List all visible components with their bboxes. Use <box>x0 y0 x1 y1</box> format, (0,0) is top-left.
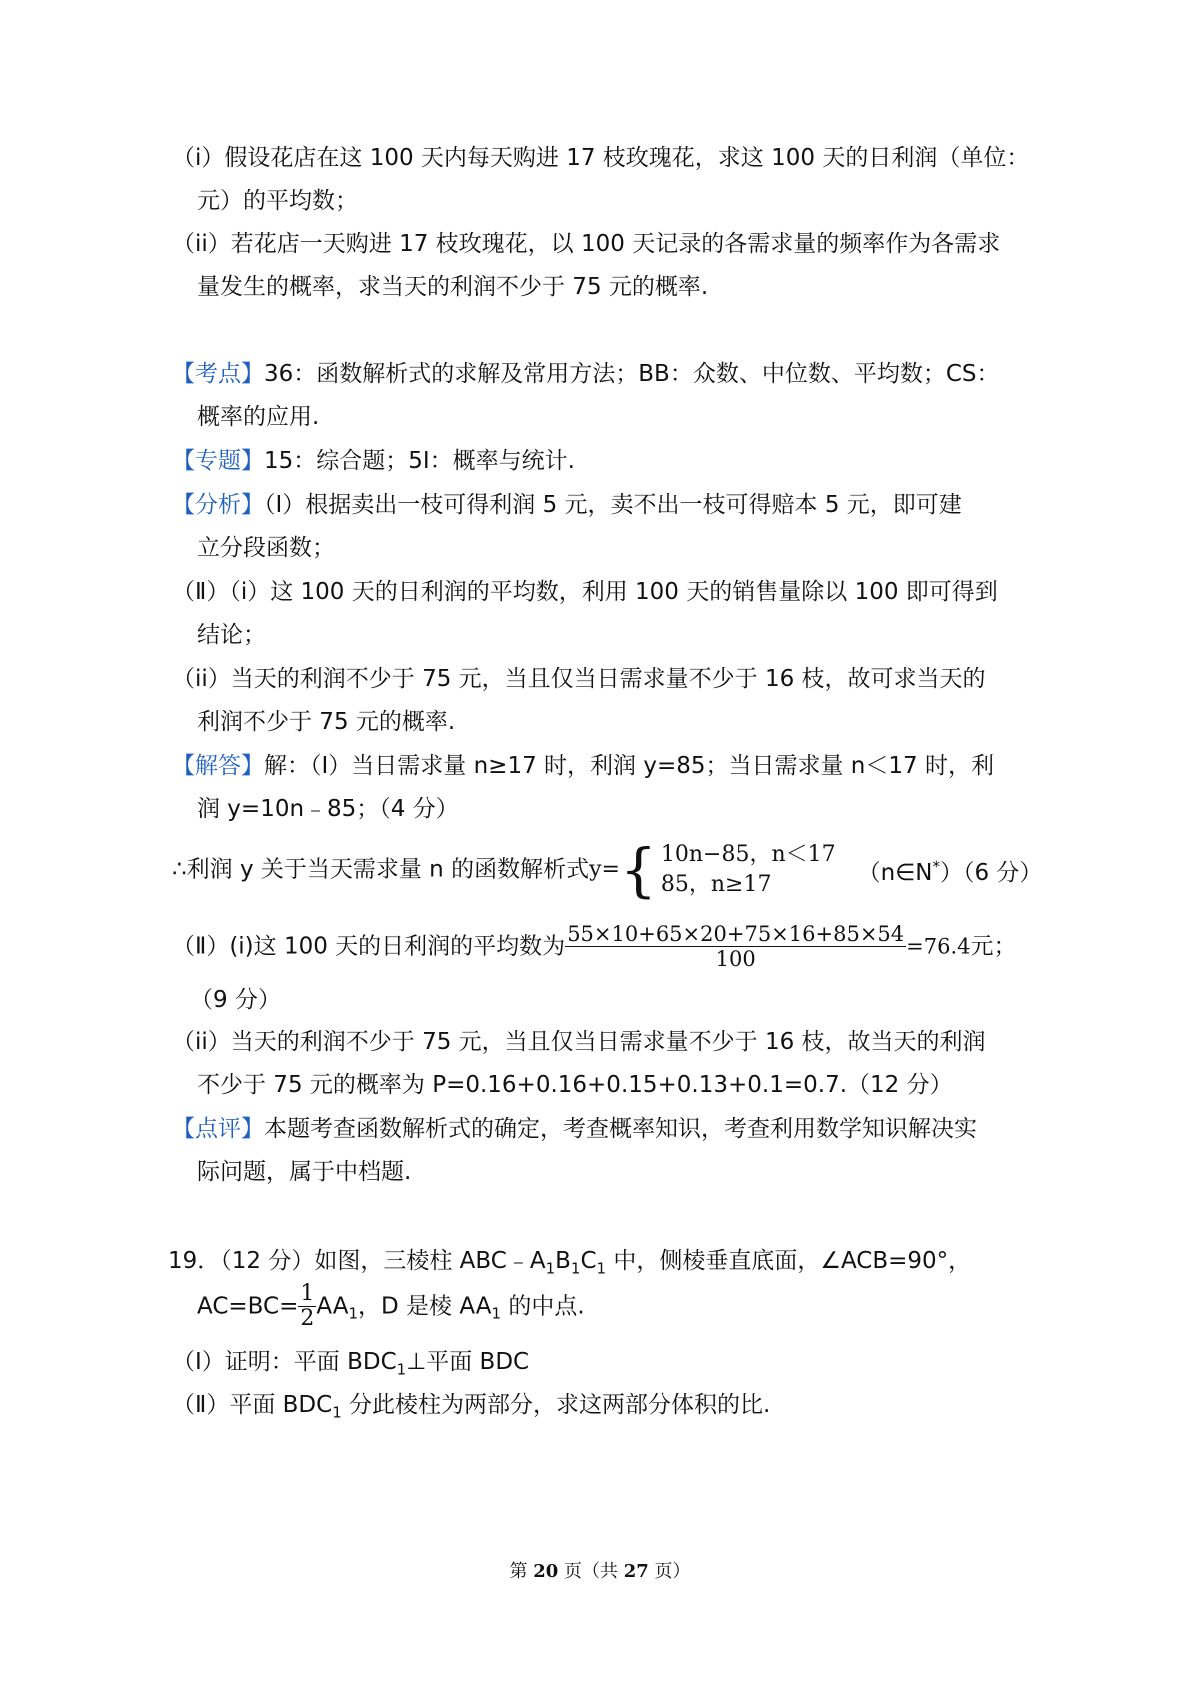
q19-line1 <box>168 1246 971 1284</box>
piecewise-suffix-b: ）（6 分） <box>939 859 1043 886</box>
q19-part1-b: ⊥平面 BDC <box>406 1349 530 1375</box>
zhuanti-line <box>172 446 575 476</box>
q19-part1-sub: 1 <box>396 1360 407 1379</box>
average-prefix: （Ⅱ）(i)这 100 天的日利润的平均数为 <box>172 933 566 960</box>
left-brace: { <box>619 835 657 904</box>
jieda-line2: 润 y=10n﹣85；（4 分） <box>197 796 459 822</box>
piecewise-suffix <box>857 857 1043 886</box>
footer-middle: 页（共 <box>558 1561 624 1582</box>
piecewise-expression <box>589 835 836 904</box>
q19-line2-c: ，D 是棱 AA <box>358 1293 492 1320</box>
q19-part2-b: 分此棱柱为两部分，求这两部分体积的比. <box>341 1392 771 1418</box>
kaodian-line2: 概率的应用. <box>197 404 320 430</box>
jieda-text: 解：（Ⅰ）当日需求量 n≥17 时，利润 y=85；当日需求量 n＜17 时，利 <box>264 753 994 779</box>
dianping-text: 本题考查函数解析式的确定，考查概率知识，考查利用数学知识解决实 <box>264 1116 977 1142</box>
kaodian-line1 <box>172 359 999 389</box>
fenxi-tag: 【分析】 <box>172 492 264 518</box>
average-numerator: 55×10+65×20+75×16+85×54 <box>567 922 905 946</box>
piecewise-y: y= <box>589 856 620 882</box>
piecewise-suffix-sup: * <box>932 857 940 875</box>
q19-part2 <box>172 1390 770 1428</box>
page-total: 27 <box>623 1561 649 1582</box>
q18-i-line2: 元）的平均数； <box>197 188 358 214</box>
fenxi-line3: （Ⅱ）（i）这 100 天的日利润的平均数，利用 100 天的销售量除以 100 即可得到 <box>172 579 998 605</box>
average-unit: 元； <box>970 933 1017 960</box>
average-score: （9 分） <box>190 987 281 1013</box>
fenxi-line5: （ii）当天的利润不少于 75 元，当且仅当日需求量不少于 16 枝，故可求当天的 <box>172 666 986 692</box>
dianping-tag: 【点评】 <box>172 1116 264 1142</box>
q19-line1-d: 中，侧棱垂直底面，∠ACB=90°， <box>606 1248 972 1274</box>
fenxi-text: （Ⅰ）根据卖出一枝可得利润 5 元，卖不出一枝可得赔本 5 元，即可建 <box>264 492 962 518</box>
q19-line1-sub3: 1 <box>596 1259 607 1278</box>
fenxi-line6: 利润不少于 75 元的概率. <box>197 709 456 735</box>
q19-part2-a: （Ⅱ）平面 BDC <box>172 1392 333 1418</box>
average-result: =76.4 <box>906 934 971 959</box>
q19-line1-a: 19．（12 分）如图，三棱柱 ABC﹣A <box>168 1248 546 1274</box>
q19-line1-b: B <box>555 1248 571 1274</box>
half-numerator: 1 <box>300 1281 315 1306</box>
jieda-tag: 【解答】 <box>172 753 264 779</box>
kaodian-tag: 【考点】 <box>172 361 264 387</box>
fenxi-line4: 结论； <box>197 622 266 648</box>
jieda-line1 <box>172 751 994 781</box>
footer-suffix: 页） <box>648 1561 691 1582</box>
piecewise-suffix-a: （n∈N <box>857 859 933 886</box>
q19-line2-b: AA <box>316 1293 349 1320</box>
q19-line2-sub1: 1 <box>348 1304 359 1323</box>
q18-ii-line2: 量发生的概率，求当天的利润不少于 75 元的概率. <box>197 274 709 300</box>
half-denominator: 2 <box>300 1306 315 1331</box>
q18-ii-line1: （ii）若花店一天购进 17 枝玫瑰花，以 100 天记录的各需求量的频率作为各需求 <box>172 231 1001 257</box>
footer-prefix: 第 <box>509 1561 534 1582</box>
jieda-ii-line2: 不少于 75 元的概率为 P=0.16+0.16+0.15+0.13+0.1=0.7.（12 分） <box>197 1072 953 1098</box>
q19-line1-sub2: 1 <box>570 1259 581 1278</box>
average-denominator: 100 <box>715 947 756 971</box>
q19-line2-sub2: 1 <box>491 1304 502 1323</box>
fenxi-line1 <box>172 490 962 520</box>
q19-line1-c: C <box>580 1248 597 1274</box>
q19-line2-a: AC=BC= <box>197 1293 299 1320</box>
page-number: 20 <box>533 1561 559 1582</box>
zhuanti-text: 15：综合题；5I：概率与统计. <box>264 448 575 474</box>
zhuanti-tag: 【专题】 <box>172 448 264 474</box>
half-fraction <box>298 1282 316 1331</box>
piecewise-prefix: ∴利润 y 关于当天需求量 n 的函数解析式 <box>172 856 590 883</box>
kaodian-text: 36：函数解析式的求解及常用方法；BB：众数、中位数、平均数；CS： <box>264 361 1000 387</box>
q19-part1-a: （Ⅰ）证明：平面 BDC <box>172 1349 397 1375</box>
q19-part2-sub: 1 <box>332 1403 342 1422</box>
piecewise-rows <box>661 840 836 900</box>
dianping-line2: 际问题，属于中档题. <box>197 1159 412 1185</box>
dianping-line1 <box>172 1114 977 1144</box>
average-line <box>172 922 1017 974</box>
page-footer <box>0 1560 1200 1584</box>
piecewise-row2: 85，n≥17 <box>660 871 772 897</box>
fenxi-line2: 立分段函数； <box>197 535 335 561</box>
average-fraction <box>565 922 906 971</box>
q19-line2-d: 的中点. <box>501 1293 585 1320</box>
q19-line1-sub1: 1 <box>545 1259 556 1278</box>
piecewise-row1: 10n−85，n＜17 <box>660 841 836 867</box>
jieda-ii-line1: （ii）当天的利润不少于 75 元，当且仅当日需求量不少于 16 枝，故当天的利润 <box>172 1029 986 1055</box>
piecewise-function-line <box>172 835 1043 904</box>
q19-part1 <box>172 1347 529 1385</box>
q19-line2 <box>197 1282 585 1334</box>
q18-i-line1: （i）假设花店在这 100 天内每天购进 17 枝玫瑰花，求这 100 天的日利润（单位： <box>172 145 1030 171</box>
